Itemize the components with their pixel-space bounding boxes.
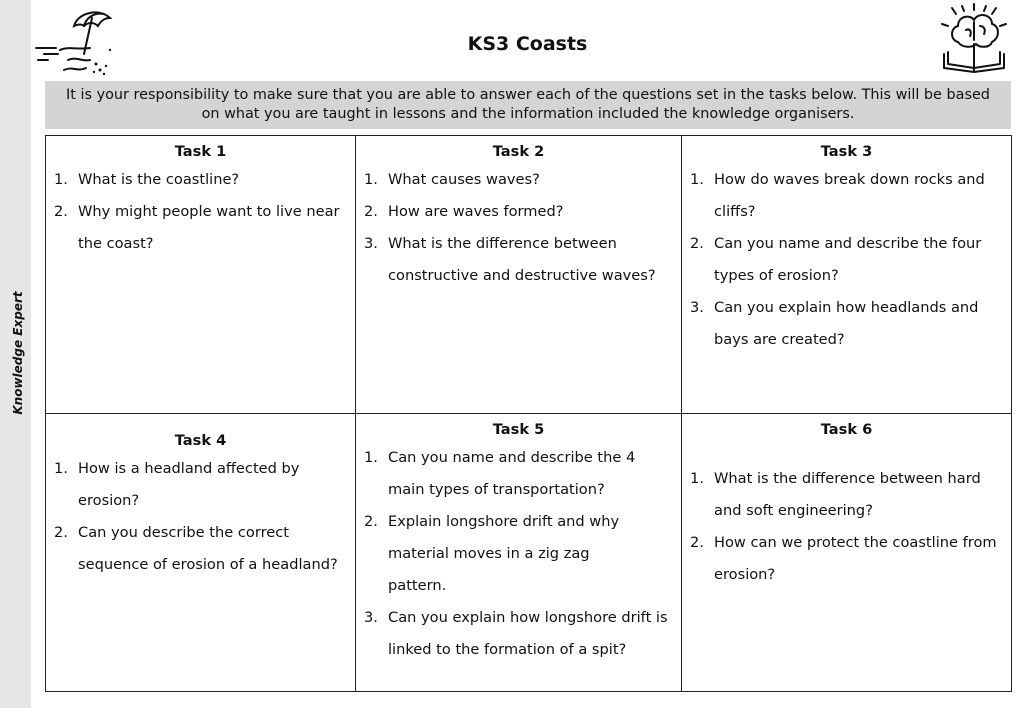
task-5-title: Task 5 xyxy=(492,421,545,438)
instructions-box: It is your responsibility to make sure that you are able to answer each of the questions set in the tasks below. This will be based on what you are taught in lessons and the information included the knowledge organisers. xyxy=(45,81,1011,129)
question-item: What is the difference between constructive and destructive waves? xyxy=(388,235,656,284)
question-item: What is the coastline? xyxy=(78,171,240,188)
question-item: How is a headland affected by erosion? xyxy=(78,460,300,509)
question-item: How can we protect the coastline from erosion? xyxy=(714,534,997,583)
question-item: Explain longshore drift and why material moves in a zig zag pattern. xyxy=(388,513,620,594)
task-6-cell xyxy=(682,420,1011,591)
task-5-questions xyxy=(356,442,681,666)
task-6-title: Task 6 xyxy=(820,421,873,438)
question-item: How do waves break down rocks and cliffs? xyxy=(714,171,985,220)
grid-divider xyxy=(46,413,1011,414)
task-4-cell xyxy=(46,431,355,581)
question-item: Why might people want to live near the coast? xyxy=(78,203,340,252)
question-item: What is the difference between hard and soft engineering? xyxy=(714,470,981,519)
task-3-cell xyxy=(682,142,1011,356)
page-title: KS3 Coasts xyxy=(467,33,588,55)
task-grid xyxy=(45,135,1012,692)
question-item: Can you describe the correct sequence of erosion of a headland? xyxy=(78,524,338,573)
task-4-title: Task 4 xyxy=(174,432,227,449)
question-item: Can you name and describe the 4 main types of transportation? xyxy=(388,449,636,498)
task-2-cell xyxy=(356,142,681,292)
task-2-questions xyxy=(356,164,681,292)
task-1-cell xyxy=(46,142,355,260)
task-6-questions xyxy=(682,463,1011,591)
question-item: Can you name and describe the four types of erosion? xyxy=(714,235,982,284)
question-item: Can you explain how headlands and bays are created? xyxy=(714,299,979,348)
task-1-title: Task 1 xyxy=(174,143,227,160)
task-4-questions xyxy=(46,453,355,581)
task-3-questions xyxy=(682,164,1011,356)
question-item: How are waves formed? xyxy=(388,203,564,220)
knowledge-expert-label: Knowledge Expert xyxy=(11,291,25,415)
task-1-questions xyxy=(46,164,355,260)
side-strip xyxy=(0,0,31,708)
task-3-title: Task 3 xyxy=(820,143,873,160)
task-5-cell xyxy=(356,420,681,666)
task-2-title: Task 2 xyxy=(492,143,545,160)
question-item: Can you explain how longshore drift is linked to the formation of a spit? xyxy=(388,609,668,658)
question-item: What causes waves? xyxy=(388,171,540,188)
